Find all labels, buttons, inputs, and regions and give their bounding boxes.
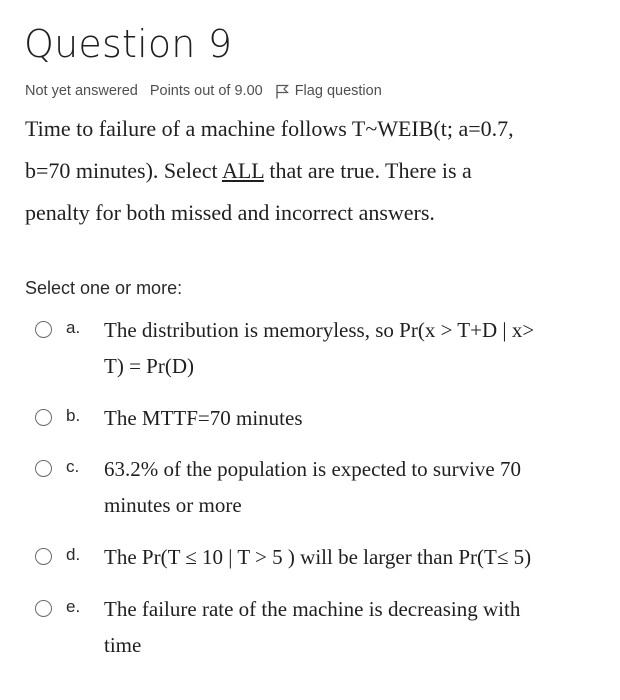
option-letter: d. (66, 545, 81, 564)
checkbox-option-e[interactable] (35, 600, 52, 617)
question-text (25, 108, 605, 234)
question-text-line-1: Time to failure of a machine follows T~WEIB(t; a=0.7, (25, 116, 514, 141)
option-text-line: time (104, 633, 142, 657)
option-text[interactable] (104, 451, 604, 523)
option-text-line: The failure rate of the machine is decreasing with (104, 597, 521, 621)
question-text-line-3: penalty for both missed and incorrect answers. (25, 200, 435, 225)
checkbox-option-c[interactable] (35, 460, 52, 477)
option-text[interactable] (104, 312, 604, 384)
question-text-line-2-end: that are true. There is a (263, 158, 472, 183)
points-info: Points out of 9.00 (149, 83, 263, 99)
option-text[interactable] (104, 591, 604, 663)
option-text-line: minutes or more (104, 493, 242, 517)
option-text-line: The MTTF=70 minutes (104, 406, 303, 430)
option-text-line: T) = Pr(D) (104, 354, 194, 378)
checkbox-option-d[interactable] (35, 548, 52, 565)
option-text[interactable] (104, 400, 604, 436)
question-text-line-2 (25, 150, 605, 192)
checkbox-option-a[interactable] (35, 321, 52, 338)
select-prompt: Select one or more: (25, 278, 183, 298)
option-letter: c. (66, 457, 80, 476)
option-letter: e. (66, 597, 81, 616)
checkbox-option-b[interactable] (35, 409, 52, 426)
question-text-all-emphasis: ALL (221, 158, 264, 183)
option-letter: a. (66, 318, 81, 337)
question-info (25, 83, 382, 99)
flag-question-link[interactable] (275, 83, 382, 99)
option-text[interactable] (104, 539, 604, 575)
flag-question-label: Flag question (294, 83, 382, 99)
option-letter: b. (66, 406, 81, 425)
question-text-line-2-start: b=70 minutes). Select (25, 158, 222, 183)
flag-icon (275, 84, 289, 99)
option-text-line: The distribution is memoryless, so Pr(x > T+D | x> (104, 318, 535, 342)
option-text-line: 63.2% of the population is expected to survive 70 (104, 457, 521, 481)
question-title: Question 9 (24, 22, 233, 66)
option-text-line: The Pr(T ≤ 10 | T > 5 ) will be larger than Pr(T≤ 5) (104, 545, 532, 569)
answer-status: Not yet answered (25, 83, 138, 99)
